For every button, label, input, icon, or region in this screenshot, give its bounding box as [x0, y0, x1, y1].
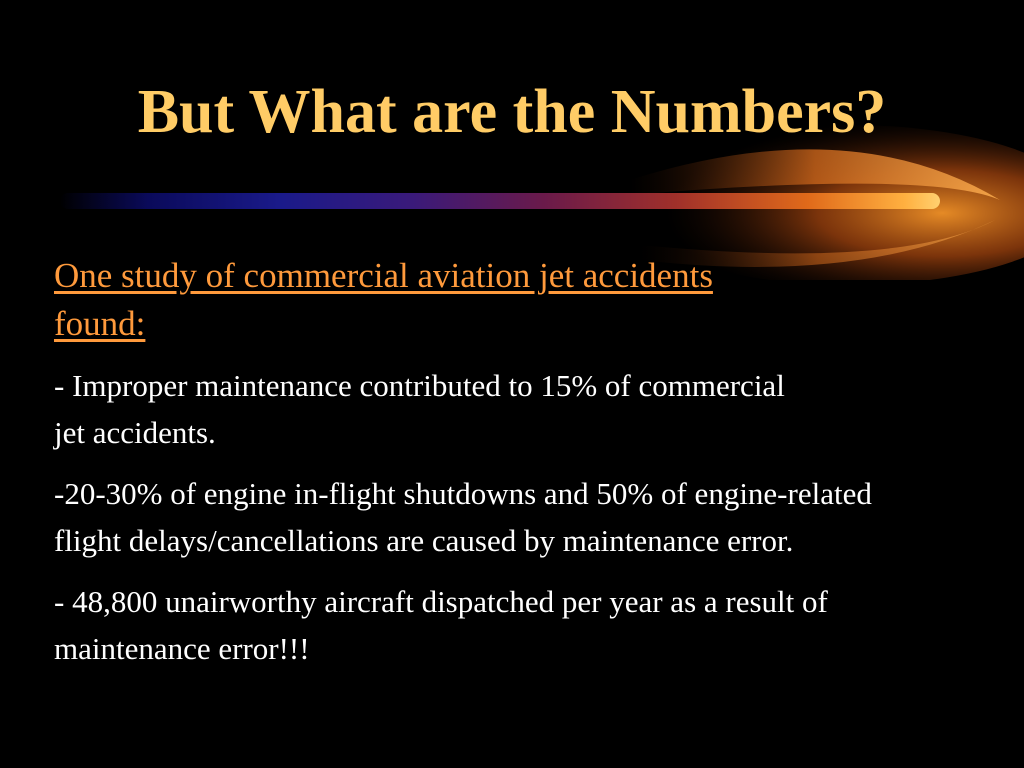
title-divider-bar: [60, 193, 940, 209]
bullet-engine-shutdowns: -20-30% of engine in-flight shutdowns and 50% of engine-related flight delays/cancellations are caused by maintenance error.: [54, 476, 872, 558]
bullet-unairworthy-aircraft: - 48,800 unairworthy aircraft dispatched per year as a result of maintenance error!!!: [54, 584, 828, 666]
slide-content: [54, 252, 924, 686]
slide-title: But What are the Numbers?: [137, 78, 887, 146]
bullet-maintenance-accidents: - Improper maintenance contributed to 15% of commercial jet accidents.: [54, 368, 785, 450]
study-heading: One study of commercial aviation jet accidents found:: [54, 256, 713, 343]
